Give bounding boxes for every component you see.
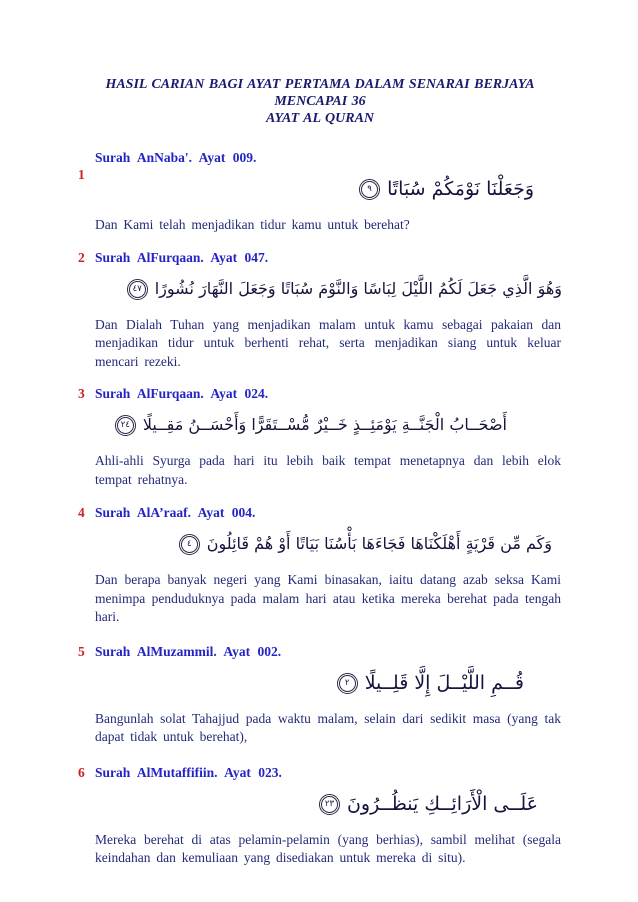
translation-text: Bangunlah solat Tahajjud pada waktu malam, selain dari sedikit masa (yang tak dapat tidak untuk berehat), bbox=[95, 710, 561, 744]
result-entry bbox=[78, 764, 562, 868]
translation-text: Mereka berehat di atas pelamin-pelamin (yang berhias), sambil melihat (segala keindahan dan kemuliaan yang disediakan untuk mereka di situ). bbox=[95, 831, 561, 865]
arabic-verse-text: وَجَعَلْنَا نَوْمَكُمْ سُبَاتًا bbox=[387, 178, 534, 200]
surah-heading: Surah AlFurqaan. Ayat 047. bbox=[95, 249, 269, 265]
surah-heading: Surah AlFurqaan. Ayat 024. bbox=[95, 386, 269, 401]
result-number: 2 bbox=[78, 249, 85, 265]
result-number: 3 bbox=[78, 386, 85, 401]
result-number: 1 bbox=[78, 167, 85, 182]
result-entry bbox=[78, 385, 562, 489]
ayah-number-medallion: ٢٤ bbox=[117, 417, 134, 434]
result-number: 5 bbox=[78, 643, 85, 659]
ayah-number-medallion: ٩ bbox=[361, 181, 378, 198]
ayah-number-medallion: ٢٣ bbox=[321, 796, 338, 813]
result-entry bbox=[78, 249, 562, 372]
arabic-verse-text: قُــمِ اللَّيْــلَ إِلَّا قَلِــيلًا bbox=[364, 671, 524, 694]
ayah-number-medallion: ٤ bbox=[181, 536, 198, 553]
ayah-number-medallion: ٢ bbox=[339, 675, 356, 692]
result-entry bbox=[78, 149, 562, 235]
surah-heading: Surah AlMuzammil. Ayat 002. bbox=[95, 643, 282, 659]
arabic-verse-text: وَهُوَ الَّذِي جَعَلَ لَكُمُ اللَّيْلَ لِبَاسًا وَالنَّوْمَ سُبَاتًا وَجَعَلَ النَّهَارَ نُشُورًا bbox=[154, 278, 562, 298]
arabic-verse-text: أَصْحَــابُ الْجَنَّــةِ يَوْمَئِــذٍ خَــيْرٌ مُّسْــتَقَرًّا وَأَحْسَــنُ مَقِــيلًا bbox=[142, 415, 507, 434]
arabic-verse bbox=[95, 666, 524, 700]
arabic-verse bbox=[95, 408, 507, 442]
result-number: 4 bbox=[78, 505, 85, 520]
translation-text: Dan Dialah Tuhan yang menjadikan malam untuk kamu sebagai pakaian dan menjadikan tidur untuk berhenti rehat, serta menjadikan siang untuk keluar mencari rezeki. bbox=[95, 316, 561, 369]
arabic-verse bbox=[95, 272, 562, 306]
arabic-verse bbox=[95, 172, 534, 206]
translation-text: Ahli-ahli Syurga pada hari itu lebih baik tempat menetapnya dan lebih elok tempat rehatnya. bbox=[95, 453, 561, 487]
page-title bbox=[72, 76, 568, 127]
translation-text: Dan berapa banyak negeri yang Kami binasakan, iaitu datang azab seksa Kami menimpa penduduknya pada malam hari atau ketika mereka berehat pada tengah hari. bbox=[95, 572, 561, 624]
surah-heading: Surah AnNaba'. Ayat 009. bbox=[95, 150, 257, 165]
arabic-verse-text: وَكَم مِّن قَرْيَةٍ أَهْلَكْنَاهَا فَجَاءَهَا بَأْسُنَا بَيَاتًا أَوْ هُمْ قَائِلُونَ bbox=[206, 534, 552, 553]
page-title-line1: HASIL CARIAN BAGI AYAT PERTAMA DALAM SENARAI BERJAYA MENCAPAI 36 bbox=[105, 77, 535, 109]
page-title-line2: AYAT AL QURAN bbox=[265, 111, 375, 126]
arabic-verse-text: عَلَــى الْأَرَائِــكِ يَنظُــرُونَ bbox=[346, 792, 538, 815]
surah-heading: Surah AlA’raaf. Ayat 004. bbox=[95, 505, 256, 520]
result-entry bbox=[78, 643, 562, 747]
arabic-verse bbox=[95, 787, 538, 821]
result-entry bbox=[78, 504, 562, 627]
arabic-verse bbox=[95, 527, 552, 561]
surah-heading: Surah AlMutaffifiin. Ayat 023. bbox=[95, 764, 282, 780]
translation-text: Dan Kami telah menjadikan tidur kamu untuk berehat? bbox=[95, 217, 410, 232]
ayah-number-medallion: ٤٧ bbox=[129, 281, 146, 298]
result-number: 6 bbox=[78, 764, 85, 780]
